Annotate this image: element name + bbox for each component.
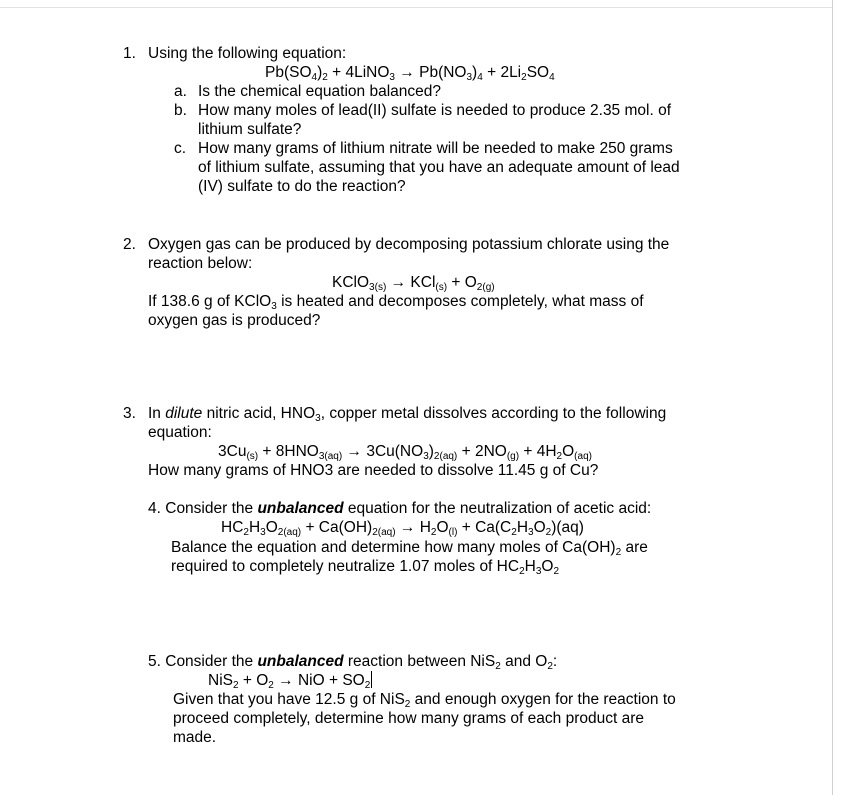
q1a-label: a. [174, 83, 187, 100]
q3-equation: $3Cu_{(s)} + 8HNO_{3(aq)} \to 3Cu(NO_3)_{2(aq)} + 2NO_{(g)} + 4H_2O_{(aq)}$ [218, 443, 592, 462]
reaction-arrow-icon: → [394, 64, 420, 81]
q5-question-line3: made. [173, 729, 217, 746]
q5-line1: 5. Consider the unbalanced reaction between NiS$_2$ and $O_2$: [148, 653, 558, 672]
q5-question-line1: Given that you have 12.5 g of NiS$_2$ and enough oxygen for the reaction to [173, 691, 676, 710]
q2-number: 2. [123, 236, 136, 253]
page-top-edge [0, 7, 832, 8]
q1c-label: c. [174, 140, 187, 157]
reaction-arrow-icon: → [342, 443, 367, 460]
q3-line2: equation: [148, 424, 212, 441]
q3-question: How many grams of HNO3 are needed to dissolve 11.45 g of Cu? [148, 462, 599, 479]
reaction-arrow-icon: → [273, 672, 298, 689]
q3-number: 3. [123, 405, 136, 422]
q2-question-line2: oxygen gas is produced? [148, 312, 321, 329]
q1-number: 1. [123, 45, 136, 62]
q4-equation: $HC_2H_3O_{2(aq)} + Ca(OH)_{2(aq)} \to H_2O_{(l)} + Ca(C_2H_3O_2)(aq)$ [221, 519, 584, 538]
q1-prompt: Using the following equation: [148, 45, 347, 62]
q1b-line1: How many moles of lead(II) sulfate is needed to produce 2.35 mol. of [198, 102, 671, 119]
q2-line1: Oxygen gas can be produced by decomposing potassium chlorate using the [148, 236, 670, 253]
q1-equation: $Pb(SO_4)_2$ + 4LiNO$_3$ → $Pb(NO_3)_4 + 2Li_2SO_4$ [265, 64, 555, 83]
q1c-line2: of lithium sulfate, assuming that you have an adequate amount of lead [198, 159, 680, 176]
text-cursor [371, 671, 372, 688]
reaction-arrow-icon: → [395, 519, 420, 536]
q1c-line3: (IV) sulfate to do the reaction? [198, 178, 406, 195]
q2-question-line1: If 138.6 g of KClO$_3$ is heated and decomposes completely, what mass of [148, 293, 644, 312]
q1c-line1: How many grams of lithium nitrate will be needed to make 250 grams [198, 140, 673, 157]
q1b-line2: lithium sulfate? [198, 121, 302, 138]
q4-question-line1: Balance the equation and determine how many moles of $Ca(OH)_2$ are [171, 539, 648, 558]
q2-equation: KClO$_{3(s)}$ → $KCl_{(s)} + O_{2(g)}$ [332, 274, 495, 293]
q1b-label: b. [174, 102, 187, 119]
q5-equation: $NiS_2 + O_2$ → NiO + $SO_2$ [208, 672, 371, 691]
q3-line1: In dilute nitric acid, $HNO_3$, copper metal dissolves according to the following [148, 405, 667, 424]
page-right-edge [832, 0, 833, 795]
q4-line1: 4. Consider the unbalanced equation for the neutralization of acetic acid: [148, 500, 652, 517]
reaction-arrow-icon: → [386, 274, 411, 291]
q1a-text: Is the chemical equation balanced? [198, 83, 441, 100]
q5-question-line2: proceed completely, determine how many grams of each product are [173, 710, 644, 727]
q2-line2: reaction below: [148, 255, 253, 272]
q4-question-line2: required to completely neutralize 1.07 moles of $HC_2H_3O_2$ [171, 558, 560, 577]
